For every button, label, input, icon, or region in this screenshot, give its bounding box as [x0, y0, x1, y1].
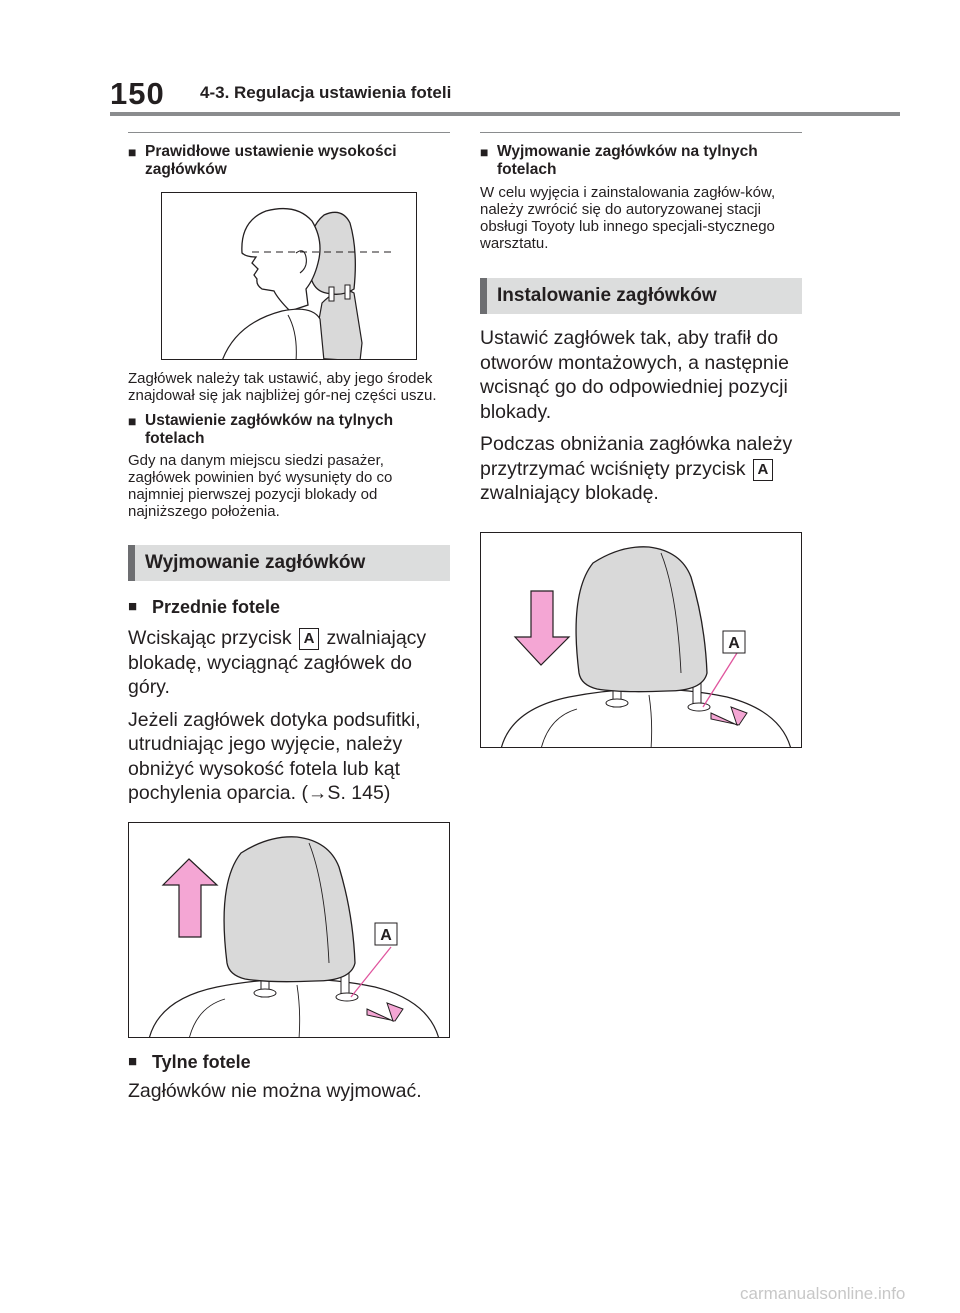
page-number: 150 — [110, 76, 165, 111]
watermark: carmanualsonline.info — [740, 1284, 906, 1303]
front-removal-figure — [128, 822, 450, 1038]
rear-removal-text: W celu wyjęcia i zainstalowania zagłów-ków, należy zwrócić się do autoryzowanej stacji obsługi Toyoty lub innego specjali-stycznego warsztatu. — [480, 184, 776, 252]
divider — [480, 132, 802, 133]
right-column — [480, 132, 802, 748]
height-heading: ■ Prawidłowe ustawienie wysokości zagłówków — [128, 143, 397, 178]
section-title: 4-3. Regulacja ustawienia foteli — [200, 83, 452, 102]
rear-heading: ■ Tylne fotele — [128, 1051, 251, 1072]
left-column — [128, 132, 450, 1103]
square-bullet-icon: ■ — [128, 598, 138, 615]
header-rule — [110, 112, 900, 116]
divider — [128, 132, 450, 133]
head-height-figure — [161, 192, 417, 360]
square-bullet-icon: ■ — [128, 144, 137, 160]
front-text: Wciskając przycisk A zwalniający blokadę, wyciągnąć zagłówek do góry. — [128, 627, 427, 698]
install-figure — [480, 532, 802, 748]
install-text-1: Ustawić zagłówek tak, aby trafił do otworów montażowych, a następnie wcisnąć go do odpowiedniej pozycji blokady. — [480, 327, 789, 423]
button-a-label: A — [753, 459, 773, 481]
square-bullet-icon: ■ — [480, 144, 489, 160]
rear-adjust-heading: ■ Ustawienie zagłówków na tylnych fotelach — [128, 412, 394, 447]
square-bullet-icon: ■ — [128, 413, 137, 429]
figure-label-a: A — [728, 634, 740, 652]
rear-text: Zagłówków nie można wyjmować. — [128, 1079, 422, 1102]
install-banner: Instalowanie zagłówków — [480, 278, 802, 314]
install-text-2: Podczas obniżania zagłówka należy przytrzymać wciśnięty przycisk A zwalniający blokadę. — [480, 433, 793, 504]
button-a-label: A — [299, 628, 319, 650]
figure-label-a: A — [380, 926, 392, 944]
front-text-2: Jeżeli zagłówek dotyka podsufitki, utrudniając jego wyjęcie, należy obniżyć wysokość fotela lub kąt pochylenia oparcia. (→S. 145) — [128, 708, 421, 804]
square-bullet-icon: ■ — [128, 1052, 138, 1070]
rear-adjust-text: Gdy na danym miejscu siedzi pasażer, zagłówek powinien być wysunięty do co najmniej pierwszej pozycji blokady od najniższego położenia. — [128, 452, 393, 520]
height-caption: Zagłówek należy tak ustawić, aby jego środek znajdował się jak najbliżej gór-nej części uszu. — [128, 370, 437, 404]
removal-banner: Wyjmowanie zagłówków — [128, 545, 450, 581]
front-heading: ■ Przednie fotele — [128, 597, 281, 617]
rear-removal-heading: ■ Wyjmowanie zagłówków na tylnych fotelach — [480, 143, 758, 178]
